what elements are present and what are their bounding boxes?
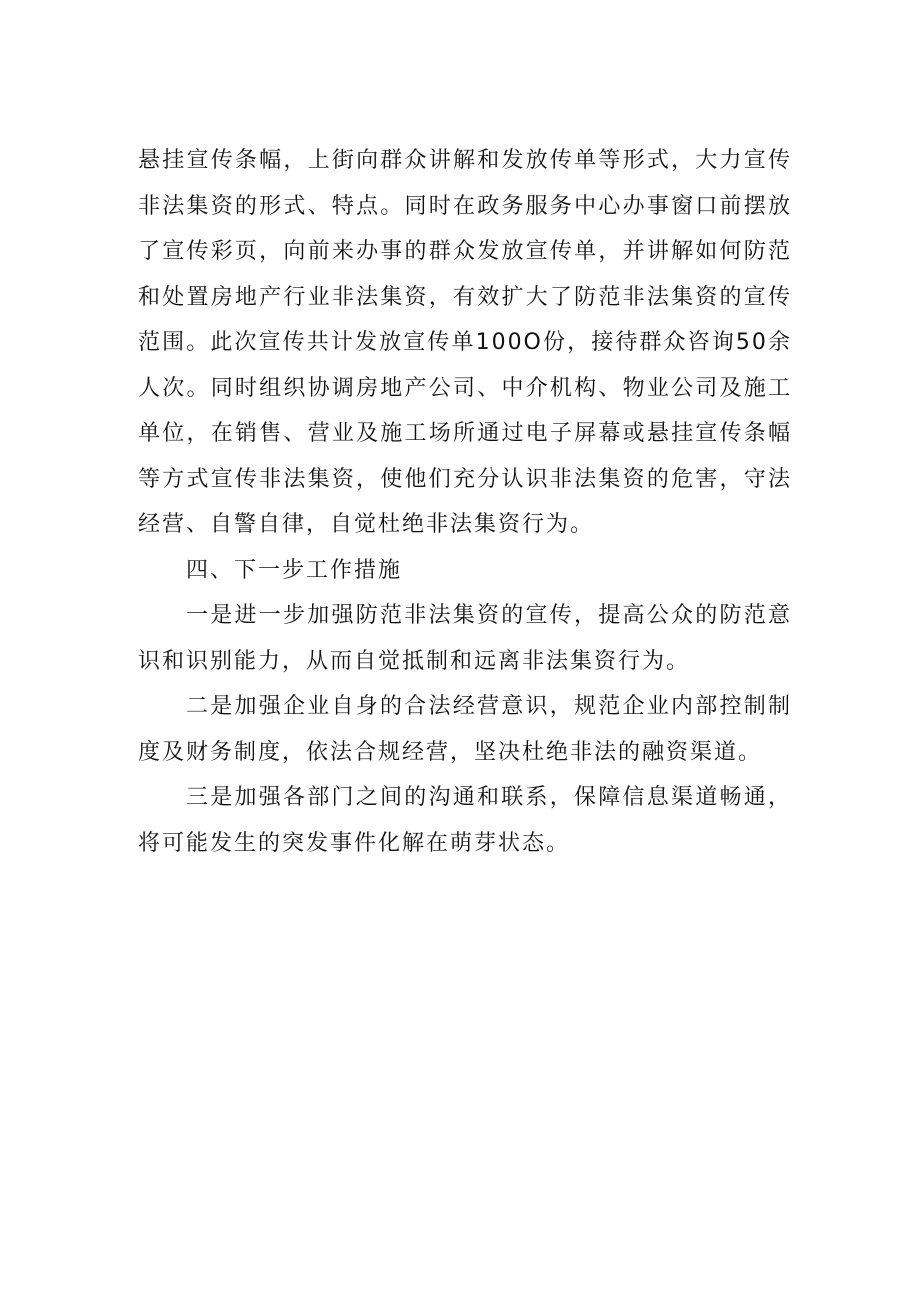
document-body <box>138 138 792 866</box>
body-paragraph-continued: 悬挂宣传条幅，上街向群众讲解和发放传单等形式，大力宣传非法集资的形式、特点。同时在政务服务中心办事窗口前摆放了宣传彩页，向前来办事的群众发放宣传单，并讲解如何防范和处置房地产行业非法集资，有效扩大了防范非法集资的宣传范围。此次宣传共计发放宣传单100O份，接待群众咨询50余人次。同时组织协调房地产公司、中介机构、物业公司及施工单位，在销售、营业及施工场所通过电子屏幕或悬挂宣传条幅等方式宣传非法集资，使他们充分认识非法集资的危害，守法经营、自警自律，自觉杜绝非法集资行为。 <box>138 148 792 537</box>
section-heading: 四、下一步工作措施 <box>186 557 403 583</box>
measure-paragraph-3: 三是加强各部门之间的沟通和联系，保障信息渠道畅通，将可能发生的突发事件化解在萌芽状态。 <box>138 785 792 856</box>
measure-paragraph-1: 一是进一步加强防范非法集资的宣传，提高公众的防范意识和识别能力，从而自觉抵制和远离非法集资行为。 <box>138 603 792 674</box>
measure-paragraph-2: 二是加强企业自身的合法经营意识，规范企业内部控制制度及财务制度，依法合规经营，坚决杜绝非法的融资渠道。 <box>138 694 792 765</box>
